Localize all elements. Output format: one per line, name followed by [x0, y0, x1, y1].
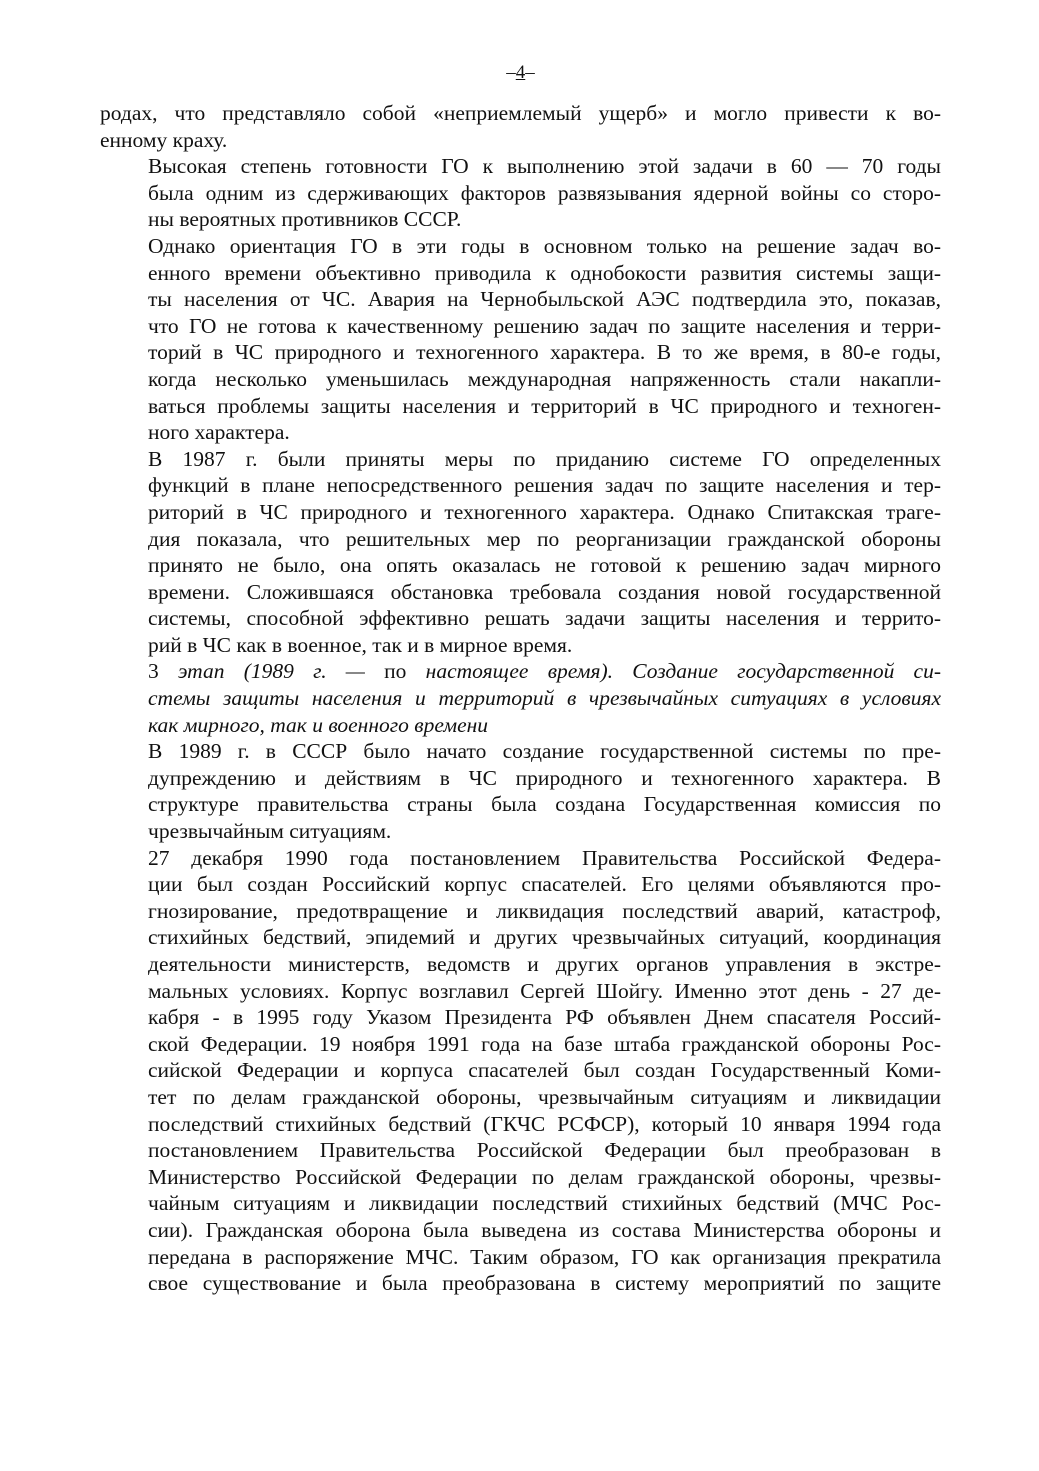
document-page [100, 62, 941, 1297]
paragraph [100, 845, 941, 1297]
heading-fragment: по [384, 659, 407, 684]
heading-fragment: настоящее время). Создание государственной си- [406, 659, 942, 684]
text-line: ской Федерации. 19 ноября 1991 года на базе штаба гражданской обороны Рос- [148, 1031, 941, 1056]
text-line: сии). Гражданская оборона была выведена из состава Министерства обороны и [148, 1217, 941, 1242]
text-line: чайным ситуациям и ликвидации последствий стихийных бедствий (МЧС Рос- [148, 1191, 941, 1216]
text-line: мальных условиях. Корпус возглавил Сергей Шойгу. Именно этот день - 27 де- [148, 978, 941, 1003]
text-line: что ГО не готова к качественному решению задач по защите населения и терри- [148, 313, 941, 338]
text-line: Однако ориентация ГО в эти годы в основном только на решение задач во- [148, 233, 941, 258]
text-line: енного времени объективно приводила к однобокости развития системы защи- [148, 260, 941, 285]
heading-fragment: 3 [148, 659, 178, 684]
text-line: чрезвычайным ситуациям. [148, 819, 392, 844]
paragraph [100, 738, 941, 844]
text-line: риторий в ЧС природного и техногенного характера. Однако Спитакская траге- [148, 499, 941, 524]
text-line: Высокая степень готовности ГО к выполнению этой задачи в 60 — 70 годы [148, 154, 941, 179]
text-line: енному краху. [100, 127, 228, 152]
text-line: ны вероятных противников СССР. [148, 207, 462, 232]
text-line: дия показала, что решительных мер по реорганизации гражданской обороны [148, 526, 941, 551]
text-line: кабря - в 1995 году Указом Президента РФ объявлен Днем спасателя Россий- [148, 1005, 941, 1030]
text-line: когда несколько уменьшилась международная напряженность стали накапли- [148, 366, 941, 391]
section-heading [100, 658, 941, 738]
text-line: была одним из сдерживающих факторов развязывания ядерной войны со сторо- [148, 180, 941, 205]
text-line: свое существование и была преобразована в систему мероприятий по защите [148, 1271, 941, 1296]
paragraph [100, 100, 941, 153]
paragraph [100, 446, 941, 659]
text-line: торий в ЧС природного и техногенного характера. В то же время, в 80-е годы, [148, 340, 941, 365]
text-line: ции был создан Российский корпус спасателей. Его целями объявляются про- [148, 872, 941, 897]
page-number: –4– [506, 62, 535, 83]
text-line: 27 декабря 1990 года постановлением Правительства Российской Федера- [148, 845, 941, 870]
text-line: В 1987 г. были приняты меры по приданию системе ГО определенных [148, 446, 941, 471]
text-line: постановлением Правительства Российской Федерации был преобразован в [148, 1138, 941, 1163]
text-line: как мирного, так и военного времени [148, 712, 489, 737]
paragraph [100, 153, 941, 233]
text-line: рий в ЧС как в военное, так и в мирное время. [148, 632, 573, 657]
text-line: Министерство Российской Федерации по делам гражданской обороны, чрезвы- [148, 1164, 941, 1189]
text-line: стихийных бедствий, эпидемий и других чрезвычайных ситуаций, координация [148, 925, 941, 950]
text-line: времени. Сложившаяся обстановка требовала создания новой государственной [148, 579, 941, 604]
text-line: ваться проблемы защиты населения и территорий в ЧС природного и техноген- [148, 393, 941, 418]
text-line: ты населения от ЧС. Авария на Чернобыльской АЭС подтвердила это, показав, [148, 287, 941, 312]
paragraph [100, 233, 941, 446]
text-line: стемы защиты населения и территорий в чрезвычайных ситуациях в условиях [148, 686, 941, 711]
text-line: В 1989 г. в СССР было начато создание государственной системы по пре- [148, 739, 941, 764]
text-line [100, 658, 941, 685]
text-line: передана в распоряжение МЧС. Таким образом, ГО как организация прекратила [148, 1244, 941, 1269]
text-line: системы, способной эффективно решать задачи защиты населения и террито- [148, 606, 941, 631]
text-line: ного характера. [148, 420, 290, 445]
text-line: сийской Федерации и корпуса спасателей был создан Государственный Коми- [148, 1058, 941, 1083]
text-line: гнозирование, предотвращение и ликвидация последствий аварий, катастроф, [148, 898, 941, 923]
text-line: последствий стихийных бедствий (ГКЧС РСФСР), который 10 января 1994 года [148, 1111, 941, 1136]
text-line: родах, что представляло собой «неприемлемый ущерб» и могло привести к во- [100, 101, 941, 125]
text-line: тет по делам гражданской обороны, чрезвычайным ситуациям и ликвидации [148, 1084, 941, 1109]
heading-fragment: этап (1989 г. — [177, 659, 385, 684]
text-line: дупреждению и действиям в ЧС природного и техногенного характера. В [148, 765, 941, 790]
text-line: структуре правительства страны была создана Государственная комиссия по [148, 792, 941, 817]
text-line: принято не было, она опять оказалась не готовой к решению задач мирного [148, 553, 941, 578]
document-body [100, 100, 941, 1297]
text-line: функций в плане непосредственного решения задач по защите населения и тер- [148, 473, 941, 498]
text-line: деятельности министерств, ведомств и других органов управления в экстре- [148, 952, 941, 976]
